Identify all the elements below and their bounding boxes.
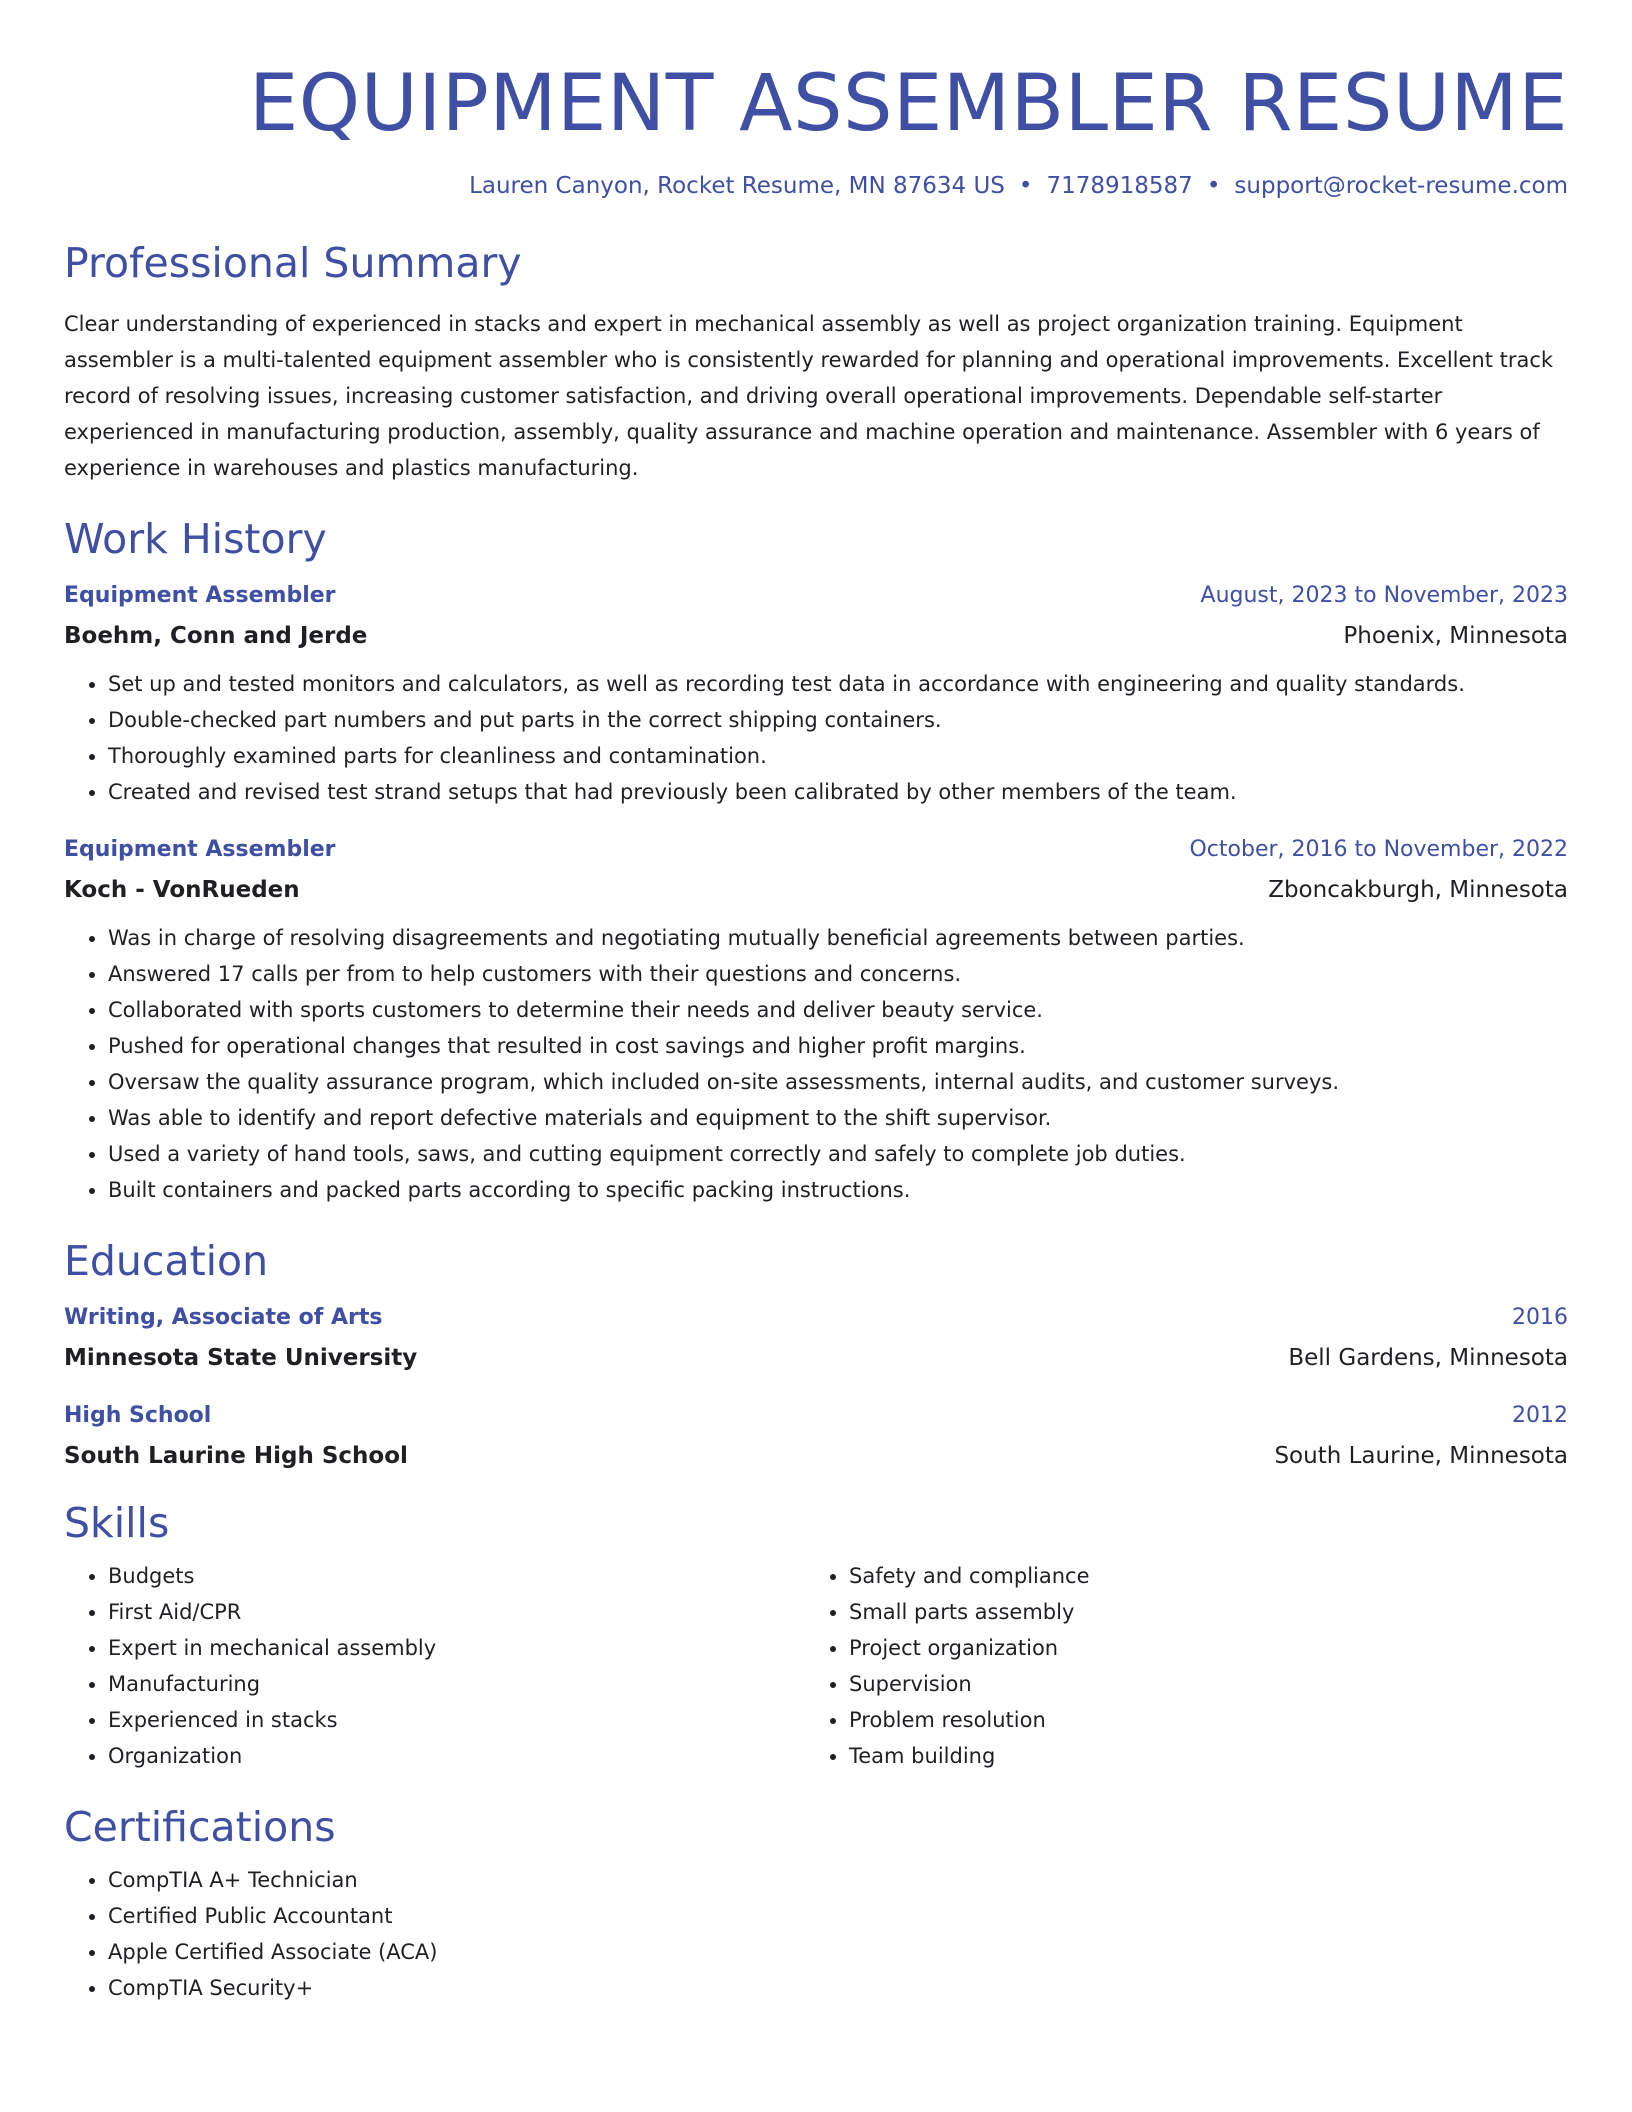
certification-item: • Apple Certified Associate (ACA) [108, 1934, 1568, 1970]
work-history-heading: Work History [64, 515, 327, 563]
contact-email: support@rocket-resume.com [1234, 173, 1568, 199]
skill-item: • Expert in mechanical assembly [108, 1630, 805, 1666]
education-year: 2012 [1512, 1403, 1568, 1428]
skill-item: • Supervision [849, 1666, 1546, 1702]
skill-item: • Team building [849, 1738, 1546, 1774]
summary-heading: Professional Summary [64, 239, 522, 287]
skill-item: • Experienced in stacks [108, 1702, 805, 1738]
job-entry [64, 580, 1568, 810]
contact-line [64, 170, 1568, 202]
skills-list-right [805, 1558, 1546, 1774]
education-degree: High School [64, 1403, 212, 1428]
job-duty: • Was able to identify and report defective materials and equipment to the shift supervisor. [108, 1100, 1568, 1136]
job-dates: October, 2016 to November, 2022 [1189, 837, 1568, 862]
skills-list-left [64, 1558, 805, 1774]
job-duties-list [64, 666, 1568, 810]
skill-item: • Small parts assembly [849, 1594, 1546, 1630]
contact-separator: • [1206, 173, 1221, 199]
job-duty: • Set up and tested monitors and calculators, as well as recording test data in accordance with engineering and quality standards. [108, 666, 1568, 702]
job-title: Equipment Assembler [64, 583, 336, 608]
skill-item: • First Aid/CPR [108, 1594, 805, 1630]
job-entry [64, 834, 1568, 1208]
job-duty: • Pushed for operational changes that resulted in cost savings and higher profit margins. [108, 1028, 1568, 1064]
contact-phone: 7178918587 [1046, 173, 1193, 199]
contact-address: Lauren Canyon, Rocket Resume, MN 87634 US [469, 173, 1005, 199]
skills-heading: Skills [64, 1499, 170, 1547]
skill-item: • Problem resolution [849, 1702, 1546, 1738]
education-entry [64, 1302, 1568, 1374]
education-school: South Laurine High School [64, 1443, 408, 1469]
certification-item: • Certified Public Accountant [108, 1898, 1568, 1934]
skills-columns [64, 1558, 1568, 1774]
skill-item: • Manufacturing [108, 1666, 805, 1702]
job-duty: • Oversaw the quality assurance program, which included on-site assessments, internal audits, and customer surveys. [108, 1064, 1568, 1100]
job-duty: • Double-checked part numbers and put parts in the correct shipping containers. [108, 702, 1568, 738]
job-location: Phoenix, Minnesota [1343, 623, 1568, 649]
job-dates: August, 2023 to November, 2023 [1200, 583, 1568, 608]
job-duty: • Was in charge of resolving disagreements and negotiating mutually beneficial agreements between parties. [108, 920, 1568, 956]
job-company: Koch - VonRueden [64, 877, 300, 903]
job-duty: • Used a variety of hand tools, saws, and cutting equipment correctly and safely to complete job duties. [108, 1136, 1568, 1172]
job-duty: • Thoroughly examined parts for cleanliness and contamination. [108, 738, 1568, 774]
education-entry [64, 1400, 1568, 1472]
education-degree: Writing, Associate of Arts [64, 1305, 383, 1330]
skill-item: • Organization [108, 1738, 805, 1774]
job-duty: • Created and revised test strand setups that had previously been calibrated by other members of the team. [108, 774, 1568, 810]
certifications-heading: Certifications [64, 1803, 336, 1851]
skill-item: • Safety and compliance [849, 1558, 1546, 1594]
education-heading: Education [64, 1237, 269, 1285]
job-company: Boehm, Conn and Jerde [64, 623, 368, 649]
job-duty: • Answered 17 calls per from to help customers with their questions and concerns. [108, 956, 1568, 992]
contact-separator: • [1018, 173, 1033, 199]
certifications-list [64, 1862, 1568, 2006]
resume-title: EQUIPMENT ASSEMBLER RESUME [248, 59, 1568, 149]
job-duties-list [64, 920, 1568, 1208]
job-title: Equipment Assembler [64, 837, 336, 862]
summary-text: Clear understanding of experienced in stacks and expert in mechanical assembly as well as project organization training. Equipment assembler is a multi-talented equipment assembler who is consistently rewarded for planning and operational improvements. Excellent track record of resolving issues, increasing customer satisfaction, and driving overall operational improvements. Dependable self-starter experienced in manufacturing production, assembly, quality assurance and machine operation and maintenance. Assembler with 6 years of experience in warehouses and plastics manufacturing. [64, 312, 1554, 480]
certification-item: • CompTIA A+ Technician [108, 1862, 1568, 1898]
education-year: 2016 [1512, 1305, 1568, 1330]
job-duty: • Built containers and packed parts according to specific packing instructions. [108, 1172, 1568, 1208]
education-location: Bell Gardens, Minnesota [1288, 1345, 1568, 1371]
job-location: Zboncakburgh, Minnesota [1268, 877, 1568, 903]
skill-item: • Project organization [849, 1630, 1546, 1666]
job-duty: • Collaborated with sports customers to determine their needs and deliver beauty service. [108, 992, 1568, 1028]
education-location: South Laurine, Minnesota [1274, 1443, 1568, 1469]
skill-item: • Budgets [108, 1558, 805, 1594]
education-school: Minnesota State University [64, 1345, 418, 1371]
certification-item: • CompTIA Security+ [108, 1970, 1568, 2006]
